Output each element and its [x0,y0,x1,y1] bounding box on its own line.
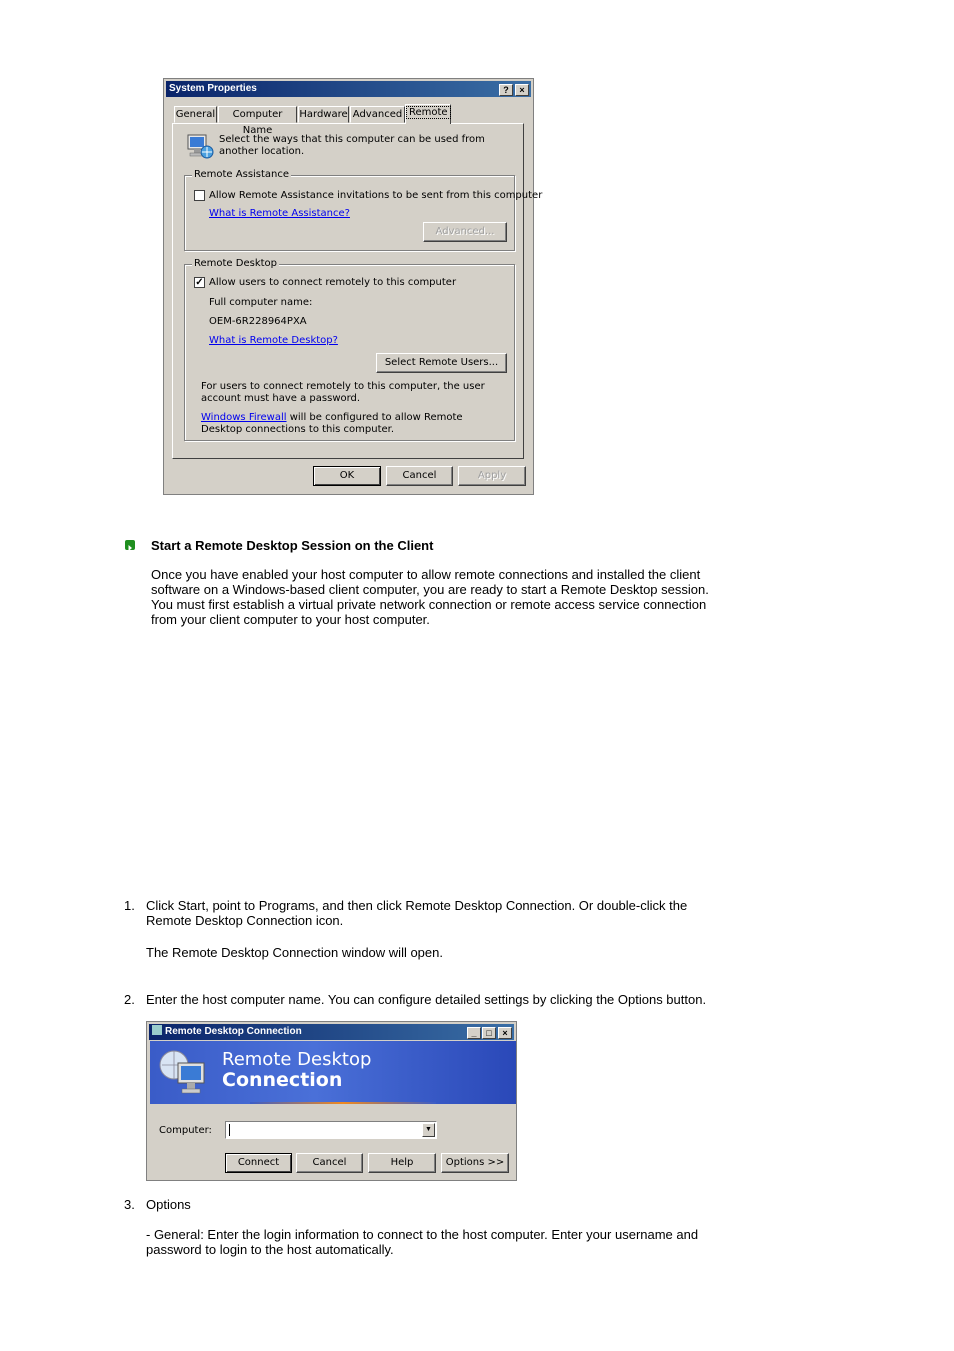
connect-button[interactable]: Connect [225,1153,292,1173]
full-computer-name-value: OEM-6R228964PXA [209,316,307,327]
intro-text: Select the ways that this computer can be used from another location. [219,134,485,157]
window-title: System Properties [169,83,257,94]
select-remote-users-button[interactable]: Select Remote Users... [376,353,507,373]
remote-assistance-legend: Remote Assistance [194,169,290,180]
tab-general[interactable]: General [174,106,217,123]
computer-label: Computer: [159,1125,212,1136]
advanced-button: Advanced... [423,222,507,242]
remote-desktop-legend: Remote Desktop [194,258,278,269]
help-button[interactable]: Help [368,1153,436,1173]
what-is-remote-assistance-link[interactable]: What is Remote Assistance? [209,208,350,219]
section-paragraph: Once you have enabled your host computer to allow remote connections and installed the client software on a Windows-based client computer, you are ready to start a Remote Desktop session. You must first establish a virtual private network connection or remote access service connection from your client computer to your host computer. [151,567,709,627]
remote-desktop-group [184,258,515,441]
rdc-window [146,1021,517,1181]
step-3-number: 3. [124,1197,135,1212]
minimize-button[interactable]: _ [467,1027,481,1039]
maximize-button[interactable]: □ [482,1027,496,1039]
rdc-close-button[interactable]: × [498,1027,512,1039]
tab-hardware[interactable]: Hardware [298,106,349,123]
allow-remote-desktop-label[interactable]: Allow users to connect remotely to this computer [209,277,457,288]
banner-title-line1: Remote Desktop [222,1049,372,1070]
step-3-text: Options [146,1197,191,1212]
help-button[interactable]: ? [499,84,513,96]
remote-computer-icon [185,132,215,162]
rdc-title-bar[interactable] [149,1024,514,1040]
banner-title-line2: Connection [222,1069,343,1091]
arrow-right-icon [125,543,135,553]
close-button[interactable]: × [515,84,529,96]
step-1-text: Click Start, point to Programs, and then click Remote Desktop Connection. Or double-click the Remote Desktop Connection icon. [146,898,688,928]
apply-button: Apply [458,466,526,486]
allow-remote-assistance-checkbox[interactable] [194,190,205,201]
remote-tab-panel [172,123,543,459]
tab-remote[interactable] [405,104,451,124]
tab-computer-name[interactable]: Computer Name [218,106,297,123]
remote-assistance-group [184,169,543,251]
allow-remote-assistance-label[interactable]: Allow Remote Assistance invitations to be sent from this computer [209,190,543,201]
step-1-number: 1. [124,898,135,913]
remote-desktop-logo-icon [156,1045,214,1099]
windows-firewall-link[interactable]: Windows Firewall [201,412,287,423]
firewall-note-text: will be configured to allow Remote Desktop connections to this computer. [201,412,463,435]
rdc-app-icon [152,1025,162,1035]
dropdown-arrow-icon[interactable]: ▼ [422,1123,435,1137]
tab-remote-label: Remote [406,106,451,119]
firewall-note [201,412,501,436]
ok-button[interactable]: OK [313,466,381,486]
step-1-sub: The Remote Desktop Connection window will open. [146,945,443,960]
tab-advanced[interactable]: Advanced [350,106,405,123]
text-cursor [229,1124,230,1136]
step-2-text: Enter the host computer name. You can configure detailed settings by clicking the Options button. [146,992,707,1007]
password-note: For users to connect remotely to this computer, the user account must have a password. [201,381,485,404]
section-heading: Start a Remote Desktop Session on the Client [151,538,434,553]
step-3-sub: - General: Enter the login information to connect to the host computer. Enter your username and password to login to the host automatically. [146,1227,699,1257]
options-button[interactable]: Options >> [441,1153,509,1173]
what-is-remote-desktop-link[interactable]: What is Remote Desktop? [209,335,338,346]
banner-accent-line [250,1102,436,1104]
rdc-window-title: Remote Desktop Connection [165,1026,302,1037]
rdc-cancel-button[interactable]: Cancel [296,1153,363,1173]
rdc-banner [150,1041,516,1104]
full-computer-name-label: Full computer name: [209,297,313,308]
system-properties-window [163,78,543,495]
title-bar[interactable] [166,81,531,97]
cancel-button[interactable]: Cancel [386,466,453,486]
bullet-icon [125,540,135,550]
allow-remote-desktop-checkbox[interactable]: ✓ [195,277,204,288]
computer-combobox[interactable] [225,1121,437,1139]
step-2-number: 2. [124,992,135,1007]
